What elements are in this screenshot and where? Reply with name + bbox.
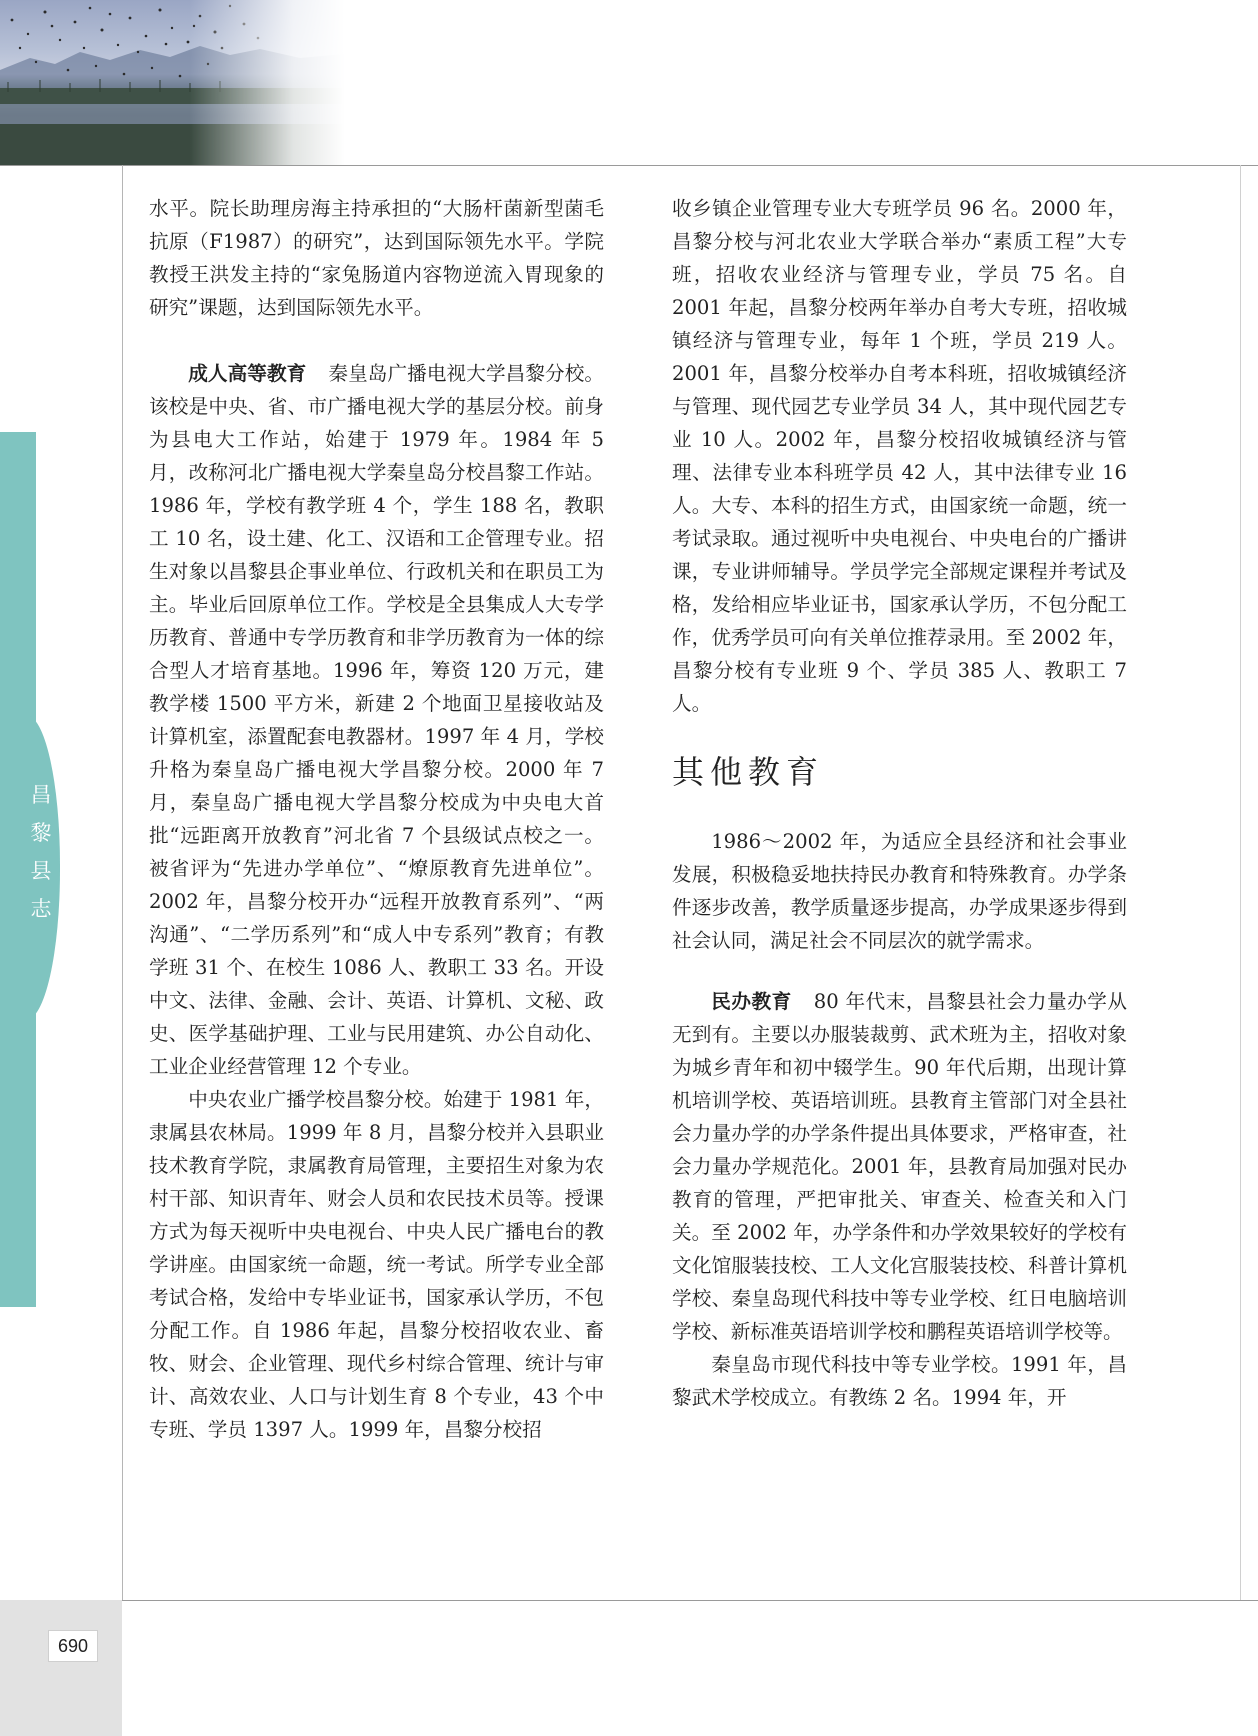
right-margin-line — [1240, 165, 1241, 1601]
paragraph: 1986～2002 年，为适应全县经济和社会事业发展，积极稳妥地扶持民办教育和特殊教育。办学条件逐步改善，教学质量逐步提高，办学成果逐步得到社会认同，满足社会不同层次的就学需求。 — [672, 830, 1127, 952]
paragraph: 水平。院长助理房海主持承担的“大肠杆菌新型菌毛抗原（F1987）的研究”，达到国际领先水平。学院教授王洪发主持的“家兔肠道内容物逆流入胃现象的研究”课题，达到国际领先水平。 — [149, 197, 604, 319]
left-margin-line — [122, 165, 123, 1601]
side-book-title — [26, 782, 56, 922]
side-title-char: 志 — [30, 897, 52, 921]
paragraph: 收乡镇企业管理专业大专班学员 96 名。2000 年，昌黎分校与河北农业大学联合举办“素质工程”大专班，招收农业经济与管理专业，学员 75 名。自 2001 年起，昌黎分校两年举办自考大专班，招收城镇经济与管理专业，每年 1 个班，学员 219 人。2001 年，昌黎分校举办自考本科班，招收城镇经济与管理、现代园艺专业学员 34 人，其中现代园艺专业 10 人。2002 年，昌黎分校招收城镇经济与管理、法律专业本科班学员 42 人，其中法律专业 16 人。大专、本科的招生方式，由国家统一命题，统一考试录取。通过视听中央电视台、中央电台的广播讲课，专业讲师辅导。学员学完全部规定课程并考试及格，发给相应毕业证书，国家承认学历，不包分配工作，优秀学员可向有关单位推荐录用。至 2002 年，昌黎分校有专业班 9 个、学员 385 人、教职工 7 人。 — [672, 197, 1127, 715]
paragraph: 秦皇岛市现代科技中等专业学校。1991 年，昌黎武术学校成立。有教练 2 名。1994 年，开 — [672, 1353, 1127, 1409]
header-photo — [0, 0, 345, 165]
side-title-char: 黎 — [30, 821, 52, 845]
page-number-area — [0, 1600, 122, 1736]
header-rule — [0, 165, 1258, 166]
side-title-char: 县 — [30, 859, 52, 883]
side-title-char: 昌 — [30, 783, 52, 807]
paragraph-adult-education — [149, 357, 604, 1083]
footer-rule — [122, 1600, 1258, 1601]
paragraph-lead-heading: 民办教育 — [711, 990, 792, 1013]
photo-fade-overlay — [0, 0, 345, 165]
paragraph: 中央农业广播学校昌黎分校。始建于 1981 年，隶属县农林局。1999 年 8 月，昌黎分校并入县职业技术教育学院，隶属教育局管理，主要招生对象为农村干部、知识青年、财会人员和农民技术员等。授课方式为每天视听中央电视台、中央人民广播电台的教学讲座。由国家统一命题，统一考试。所学专业全部考试合格，发给中专毕业证书，国家承认学历，不包分配工作。自 1986 年起，昌黎分校招收农业、畜牧、财会、企业管理、现代乡村综合管理、统计与审计、高效农业、人口与计划生育 8 个专业，43 个中专班、学员 1397 人。1999 年，昌黎分校招 — [149, 1088, 604, 1441]
paragraph-lead-heading: 成人高等教育 — [188, 362, 307, 385]
paragraph-text: 80 年代末，昌黎县社会力量办学从无到有。主要以办服装裁剪、武术班为主，招收对象为城乡青年和初中辍学生。90 年代后期，出现计算机培训学校、英语培训班。县教育主管部门对全县社会力量办学的办学条件提出具体要求，严格审查，社会力量办学规范化。2001 年，县教育局加强对民办教育的管理，严把审批关、审查关、检查关和入门关。至 2002 年，办学条件和办学效果较好的学校有文化馆服装技校、工人文化宫服装技校、科普计算机学校、秦皇岛现代科技中等专业学校、红日电脑培训学校、新标准英语培训学校和鹏程英语培训学校等。 — [672, 990, 1127, 1343]
section-title: 其他教育 — [672, 753, 825, 791]
paragraph-private-education — [672, 985, 1127, 1348]
paragraph-text: 秦皇岛广播电视大学昌黎分校。该校是中央、省、市广播电视大学的基层分校。前身为县电大工作站，始建于 1979 年。1984 年 5 月，改称河北广播电视大学秦皇岛分校昌黎工作站。1986 年，学校有教学班 4 个，学生 188 名，教职工 10 名，设土建、化工、汉语和工企管理专业。招生对象以昌黎县企事业单位、行政机关和在职员工为主。毕业后回原单位工作。学校是全县集成人大专学历教育、普通中专学历教育和非学历教育为一体的综合型人才培育基地。1996 年，筹资 120 万元，建教学楼 1500 平方米，新建 2 个地面卫星接收站及计算机室，添置配套电教器材。1997 年 4 月，学校升格为秦皇岛广播电视大学昌黎分校。2000 年 7 月，秦皇岛广播电视大学昌黎分校成为中央电大首批“远距离开放教育”河北省 7 个县级试点校之一。被省评为“先进办学单位”、“燎原教育先进单位”。2002 年，昌黎分校开办“远程开放教育系列”、“两沟通”、“二学历系列”和“成人中专系列”教育；有教学班 31 个、在校生 1086 人、教职工 33 名。开设中文、法律、金融、会计、英语、计算机、文秘、政史、医学基础护理、工业与民用建筑、办公自动化、工业企业经营管理 12 个专业。 — [149, 362, 605, 1078]
page-number: 690 — [48, 1630, 98, 1662]
left-text-column — [149, 192, 604, 1446]
right-text-column — [672, 192, 1127, 1414]
